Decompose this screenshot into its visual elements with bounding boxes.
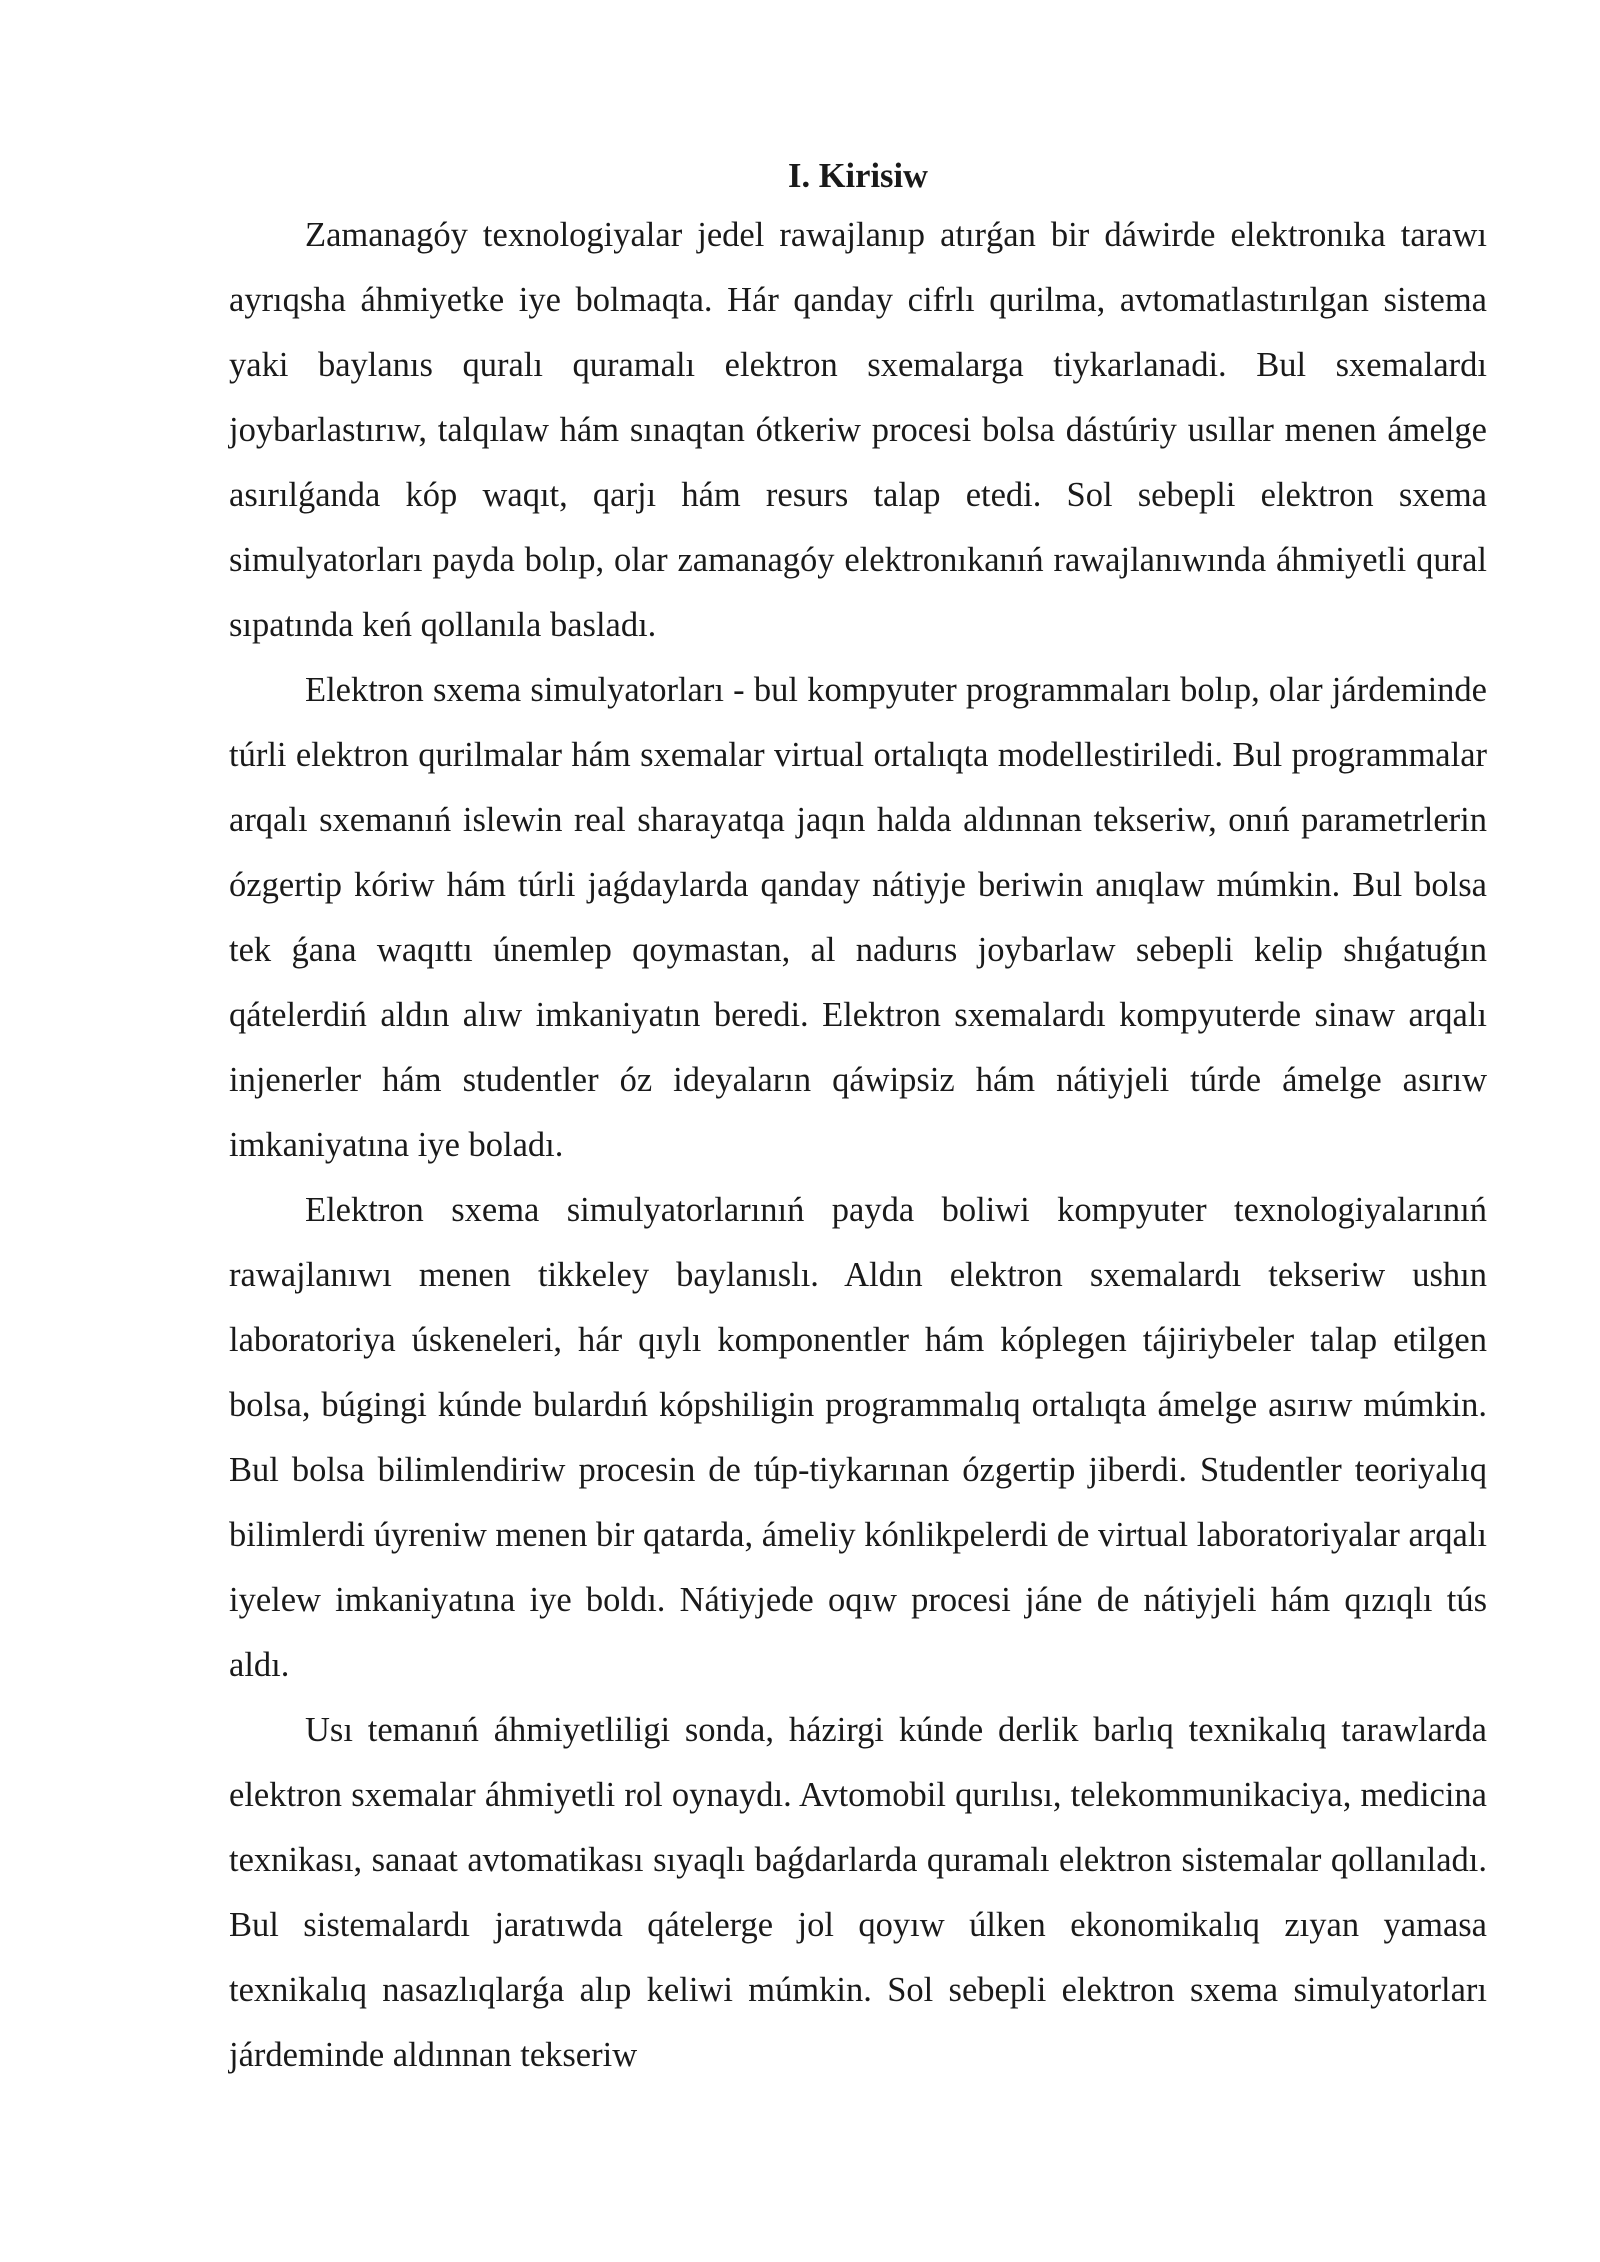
paragraph-3: Elektron sxema simulyatorlarınıń payda boliwi kompyuter texnologiyalarınıń rawajlanıwı menen tikkeley baylanıslı. Aldın elektron sxemalardı tekseriw ushın laboratoriya úskeneleri, hár qıylı komponentler hám kóplegen tájiriybeler talap etilgen bolsa, búgingi kúnde bulardıń kópshiligin programmalıq ortalıqta ámelge asırıw múmkin. Bul bolsa bilimlendiriw procesin de túp-tiykarınan ózgertip jiberdi. Studentler teoriyalıq bilimlerdi úyreniw menen bir qatarda, ámeliy kónlikpelerdi de virtual laboratoriyalar arqalı iyelew imkaniyatına iye boldı. Nátiyjede oqıw procesi jáne de nátiyjeli hám qızıqlı tús aldı.: [229, 1191, 1487, 1684]
section-heading: I. Kirisiw: [788, 157, 928, 195]
document-body: [229, 150, 1487, 2088]
paragraph-1: Zamanagóy texnologiyalar jedel rawajlanıp atırǵan bir dáwirde elektronıka tarawı ayrıqsha áhmiyetke iye bolmaqta. Hár qanday cifrlı qurilma, avtomatlastırılgan sistema yaki baylanıs quralı quramalı elektron sxemalarga tiykarlanadi. Bul sxemalardı joybarlastırıw, talqılaw hám sınaqtan ótkeriw procesi bolsa dástúriy usıllar menen ámelge asırılǵanda kóp waqıt, qarjı hám resurs talap etedi. Sol sebepli elektron sxema simulyatorları payda bolıp, olar zamanagóy elektronıkanıń rawajlanıwında áhmiyetli qural sıpatında keń qollanıla basladı.: [229, 216, 1487, 644]
paragraph-2: Elektron sxema simulyatorları - bul kompyuter programmaları bolıp, olar járdeminde túrli elektron qurilmalar hám sxemalar virtual ortalıqta modellestiriledi. Bul programmalar arqalı sxemanıń islewin real sharayatqa jaqın halda aldınnan tekseriw, onıń parametrlerin ózgertip kóriw hám túrli jaǵdaylarda qanday nátiyje beriwin anıqlaw múmkin. Bul bolsa tek ǵana waqıttı únemlep qoymastan, al nadurıs joybarlaw sebepli kelip shıǵatuǵın qátelerdiń aldın alıw imkaniyatın beredi. Elektron sxemalardı kompyuterde sinaw arqalı injenerler hám studentler óz ideyaların qáwipsiz hám nátiyjeli túrde ámelge asırıw imkaniyatına iye boladı.: [229, 671, 1487, 1164]
paragraph-4: Usı temanıń áhmiyetliligi sonda, házirgi kúnde derlik barlıq texnikalıq tarawlarda elektron sxemalar áhmiyetli rol oynaydı. Avtomobil qurılısı, telekommunikaciya, medicina texnikası, sanaat avtomatikası sıyaqlı baǵdarlarda quramalı elektron sistemalar qollanıladı. Bul sistemalardı jaratıwda qátelerge jol qoyıw úlken ekonomikalıq zıyan yamasa texnikalıq nasazlıqlarǵa alıp keliwi múmkin. Sol sebepli elektron sxema simulyatorları járdeminde aldınnan tekseriw: [229, 1711, 1487, 2074]
